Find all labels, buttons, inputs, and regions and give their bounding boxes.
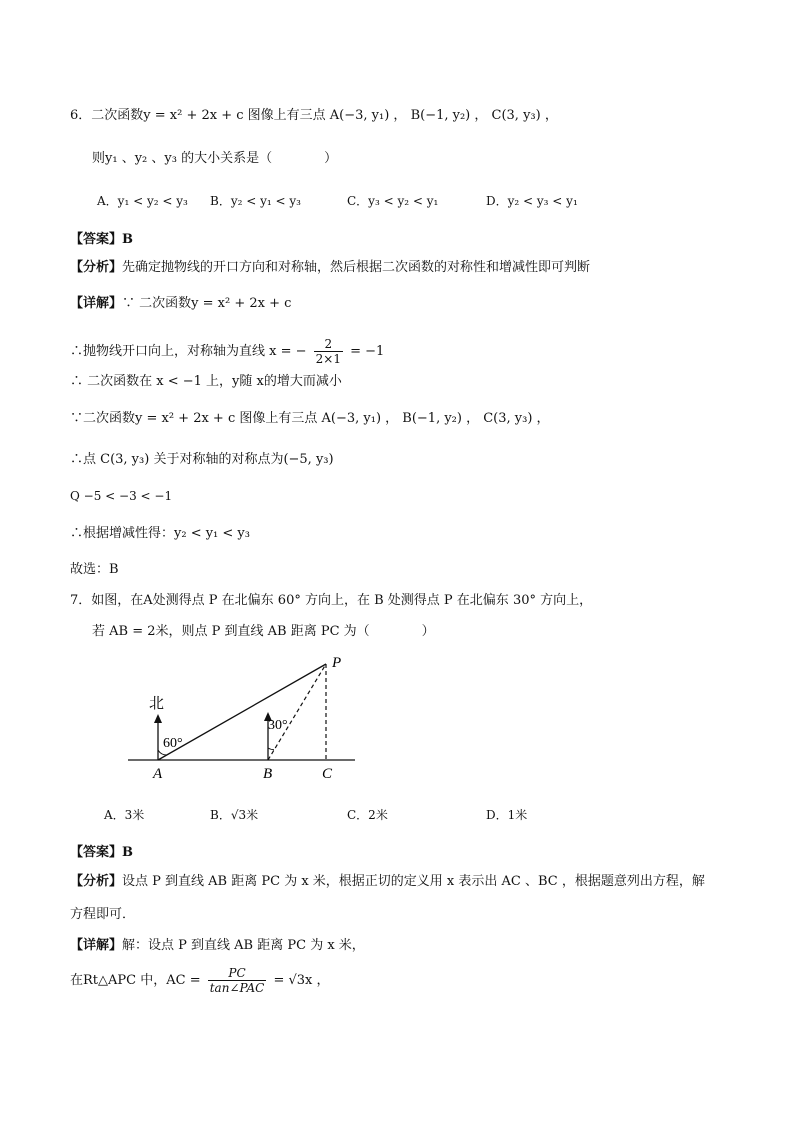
- label-angle-60: 60°: [163, 736, 183, 751]
- q6-fraction: [314, 337, 343, 366]
- q7-detail-2-pre: 在Rt△APC 中，AC =: [70, 973, 201, 988]
- q7-option-d: D．1米: [486, 808, 528, 822]
- q7-analysis-1: [70, 873, 705, 891]
- arrow-head-a: [154, 714, 162, 723]
- label-p: P: [332, 655, 342, 671]
- q7-stem-1: 7．如图，在A处测得点 P 在北偏东 60° 方向上，在 B 处测得点 P 在北偏东 30° 方向上，: [70, 593, 593, 608]
- q6-answer: 【答案】B: [70, 232, 133, 247]
- q7-option-b: B．√3米: [210, 808, 259, 822]
- q6-detail-2: [70, 337, 384, 366]
- q7-detail-2: [70, 966, 330, 995]
- q7-fraction-num: PC: [208, 966, 267, 981]
- q6-detail-1: [70, 295, 291, 313]
- q6-number: 6．: [70, 108, 92, 123]
- q6-detail-4: ∵二次函数y = x² + 2x + c 图像上有三点 A(−3, y₁) ， B(−1, y₂) ， C(3, y₃) ，: [70, 411, 550, 426]
- q6-detail-text-2: ∴抛物线开口向上，对称轴为直线 x = −: [70, 344, 307, 359]
- q6-fraction-den: 2×1: [315, 352, 341, 366]
- q7-figure: [0, 650, 794, 790]
- q6-stem: [70, 107, 558, 125]
- label-b: B: [263, 766, 273, 782]
- label-north: 北: [149, 696, 165, 712]
- q6-analysis-text: 先确定抛物线的开口方向和对称轴，然后根据二次函数的对称性和增减性即可判断: [122, 260, 591, 275]
- label-c: C: [322, 766, 333, 782]
- q7-detail-label: 【详解】: [70, 938, 123, 953]
- q6-detail-label: 【详解】: [70, 296, 123, 311]
- q6-detail-6: Q −5 < −3 < −1: [70, 489, 173, 503]
- q7-detail-2-post: = √3x ，: [273, 973, 330, 988]
- q7-stem-2: 若 AB = 2米，则点 P 到直线 AB 距离 PC 为（ ）: [92, 624, 435, 639]
- label-angle-30: 30°: [268, 718, 288, 733]
- q7-fraction: [208, 966, 267, 995]
- q6-option-b: B．y₂ < y₁ < y₃: [210, 194, 301, 208]
- angle-arc-b: [268, 748, 274, 750]
- q7-option-a: A．3米: [104, 808, 145, 822]
- q7-option-c: C．2米: [347, 808, 388, 822]
- q6-analysis: [70, 259, 590, 277]
- q6-option-a: A．y₁ < y₂ < y₃: [97, 194, 188, 208]
- label-a: A: [153, 766, 163, 782]
- q6-option-c: C．y₃ < y₂ < y₁: [347, 194, 439, 208]
- q7-answer: 【答案】B: [70, 845, 133, 860]
- line-bp: [268, 664, 326, 760]
- q7-fraction-den: tan∠PAC: [209, 981, 265, 995]
- q6-detail-7: ∴根据增减性得：y₂ < y₁ < y₃: [70, 526, 250, 541]
- q6-detail-3: ∴ 二次函数在 x < −1 上，y随 x的增大而减小: [70, 374, 342, 389]
- q6-detail-8: 故选：B: [70, 562, 119, 577]
- q6-stem-2: 则y₁ 、y₂ 、y₃ 的大小关系是（ ）: [92, 151, 338, 166]
- q6-detail-5: ∴点 C(3, y₃) 关于对称轴的对称点为(−5, y₃): [70, 452, 334, 467]
- q6-analysis-label: 【分析】: [70, 260, 123, 275]
- q7-detail-text-1: 解：设点 P 到直线 AB 距离 PC 为 x 米，: [122, 938, 365, 953]
- q6-fraction-num: 2: [314, 337, 343, 352]
- q6-detail-text-1: ∵ 二次函数y = x² + 2x + c: [122, 296, 292, 311]
- q7-analysis-text-1: 设点 P 到直线 AB 距离 PC 为 x 米，根据正切的定义用 x 表示出 AC 、BC ，根据题意列出方程，解: [122, 874, 705, 889]
- q6-stem-text: 二次函数y = x² + 2x + c 图像上有三点 A(−3, y₁) ， B(−1, y₂) ， C(3, y₃) ，: [91, 108, 558, 123]
- q6-option-d: D．y₂ < y₃ < y₁: [486, 194, 578, 208]
- q7-analysis-2: 方程即可．: [70, 907, 136, 922]
- line-ap: [158, 664, 326, 760]
- q7-analysis-label: 【分析】: [70, 874, 123, 889]
- q7-detail-1: [70, 937, 365, 955]
- q6-fraction-tail: = −1: [350, 344, 385, 359]
